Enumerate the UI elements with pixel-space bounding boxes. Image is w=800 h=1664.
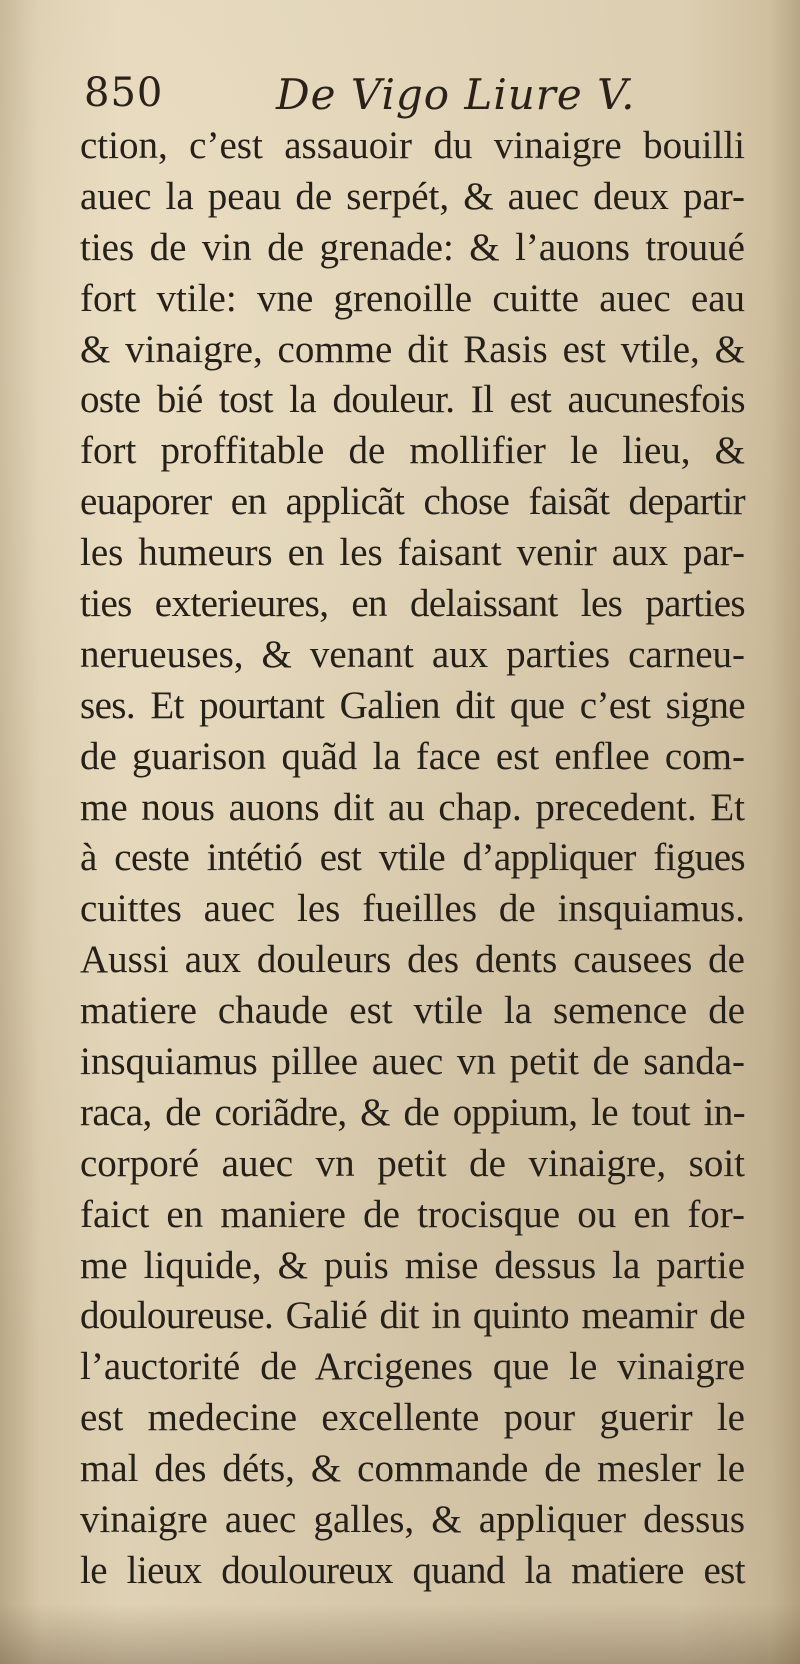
text-line: raca, de coriãdre, & de oppium, le tout in- [80, 1090, 745, 1134]
text-line: corporé auec vn petit de vinaigre, soit [80, 1141, 745, 1185]
text-line: l’auctorité de Arcigenes que le vinaigre [80, 1345, 745, 1389]
body-text [80, 121, 745, 1597]
text-line: ties de vin de grenade: & l’auons trouué [80, 225, 745, 269]
text-line: à ceste intétió est vtile d’appliquer figues [80, 836, 745, 880]
text-line: & vinaigre, comme dit Rasis est vtile, & [80, 327, 745, 371]
text-line: faict en maniere de trocisque ou en for- [80, 1192, 745, 1236]
text-line: me liquide, & puis mise dessus la partie [80, 1243, 745, 1287]
text-line: insquiamus pillee auec vn petit de sanda- [80, 1040, 745, 1084]
text-line: ses. Et pourtant Galien dit que c’est signe [80, 683, 745, 727]
running-title: De Vigo Liure V. [276, 70, 636, 119]
text-line: ties exterieures, en delaissant les parties [80, 582, 745, 626]
text-line: Aussi aux douleurs des dents causees de [80, 938, 745, 982]
text-line: auec la peau de serpét, & auec deux par- [80, 174, 745, 218]
text-line: nerueuses, & venant aux parties carneu- [80, 632, 745, 676]
text-line: fort vtile: vne grenoille cuitte auec eau [80, 276, 745, 320]
text-line: mal des déts, & commande de mesler le [80, 1447, 745, 1491]
text-line: fort proffitable de mollifier le lieu, & [80, 429, 745, 473]
text-line: euaporer en applicãt chose faisãt departir [80, 480, 745, 524]
text-line: vinaigre auec galles, & appliquer dessus [80, 1498, 745, 1542]
text-line: douloureuse. Galié dit in quinto meamir de [80, 1294, 745, 1338]
text-line: le lieux douloureux quand la matiere est [80, 1548, 745, 1592]
text-line: de guarison quãd la face est enflee com- [80, 734, 745, 778]
page-number: 850 [84, 70, 164, 116]
page-header [84, 70, 724, 120]
text-line: me nous auons dit au chap. precedent. Et [80, 785, 745, 829]
text-line: les humeurs en les faisant venir aux par- [80, 531, 745, 575]
text-line: ction, c’est assauoir du vinaigre bouilli [80, 124, 745, 167]
text-line: est medecine excellente pour guerir le [80, 1396, 745, 1440]
text-line: cuittes auec les fueilles de insquiamus. [80, 887, 745, 931]
text-line: oste bié tost la douleur. Il est aucunesfois [80, 378, 745, 422]
text-line: matiere chaude est vtile la semence de [80, 989, 745, 1033]
